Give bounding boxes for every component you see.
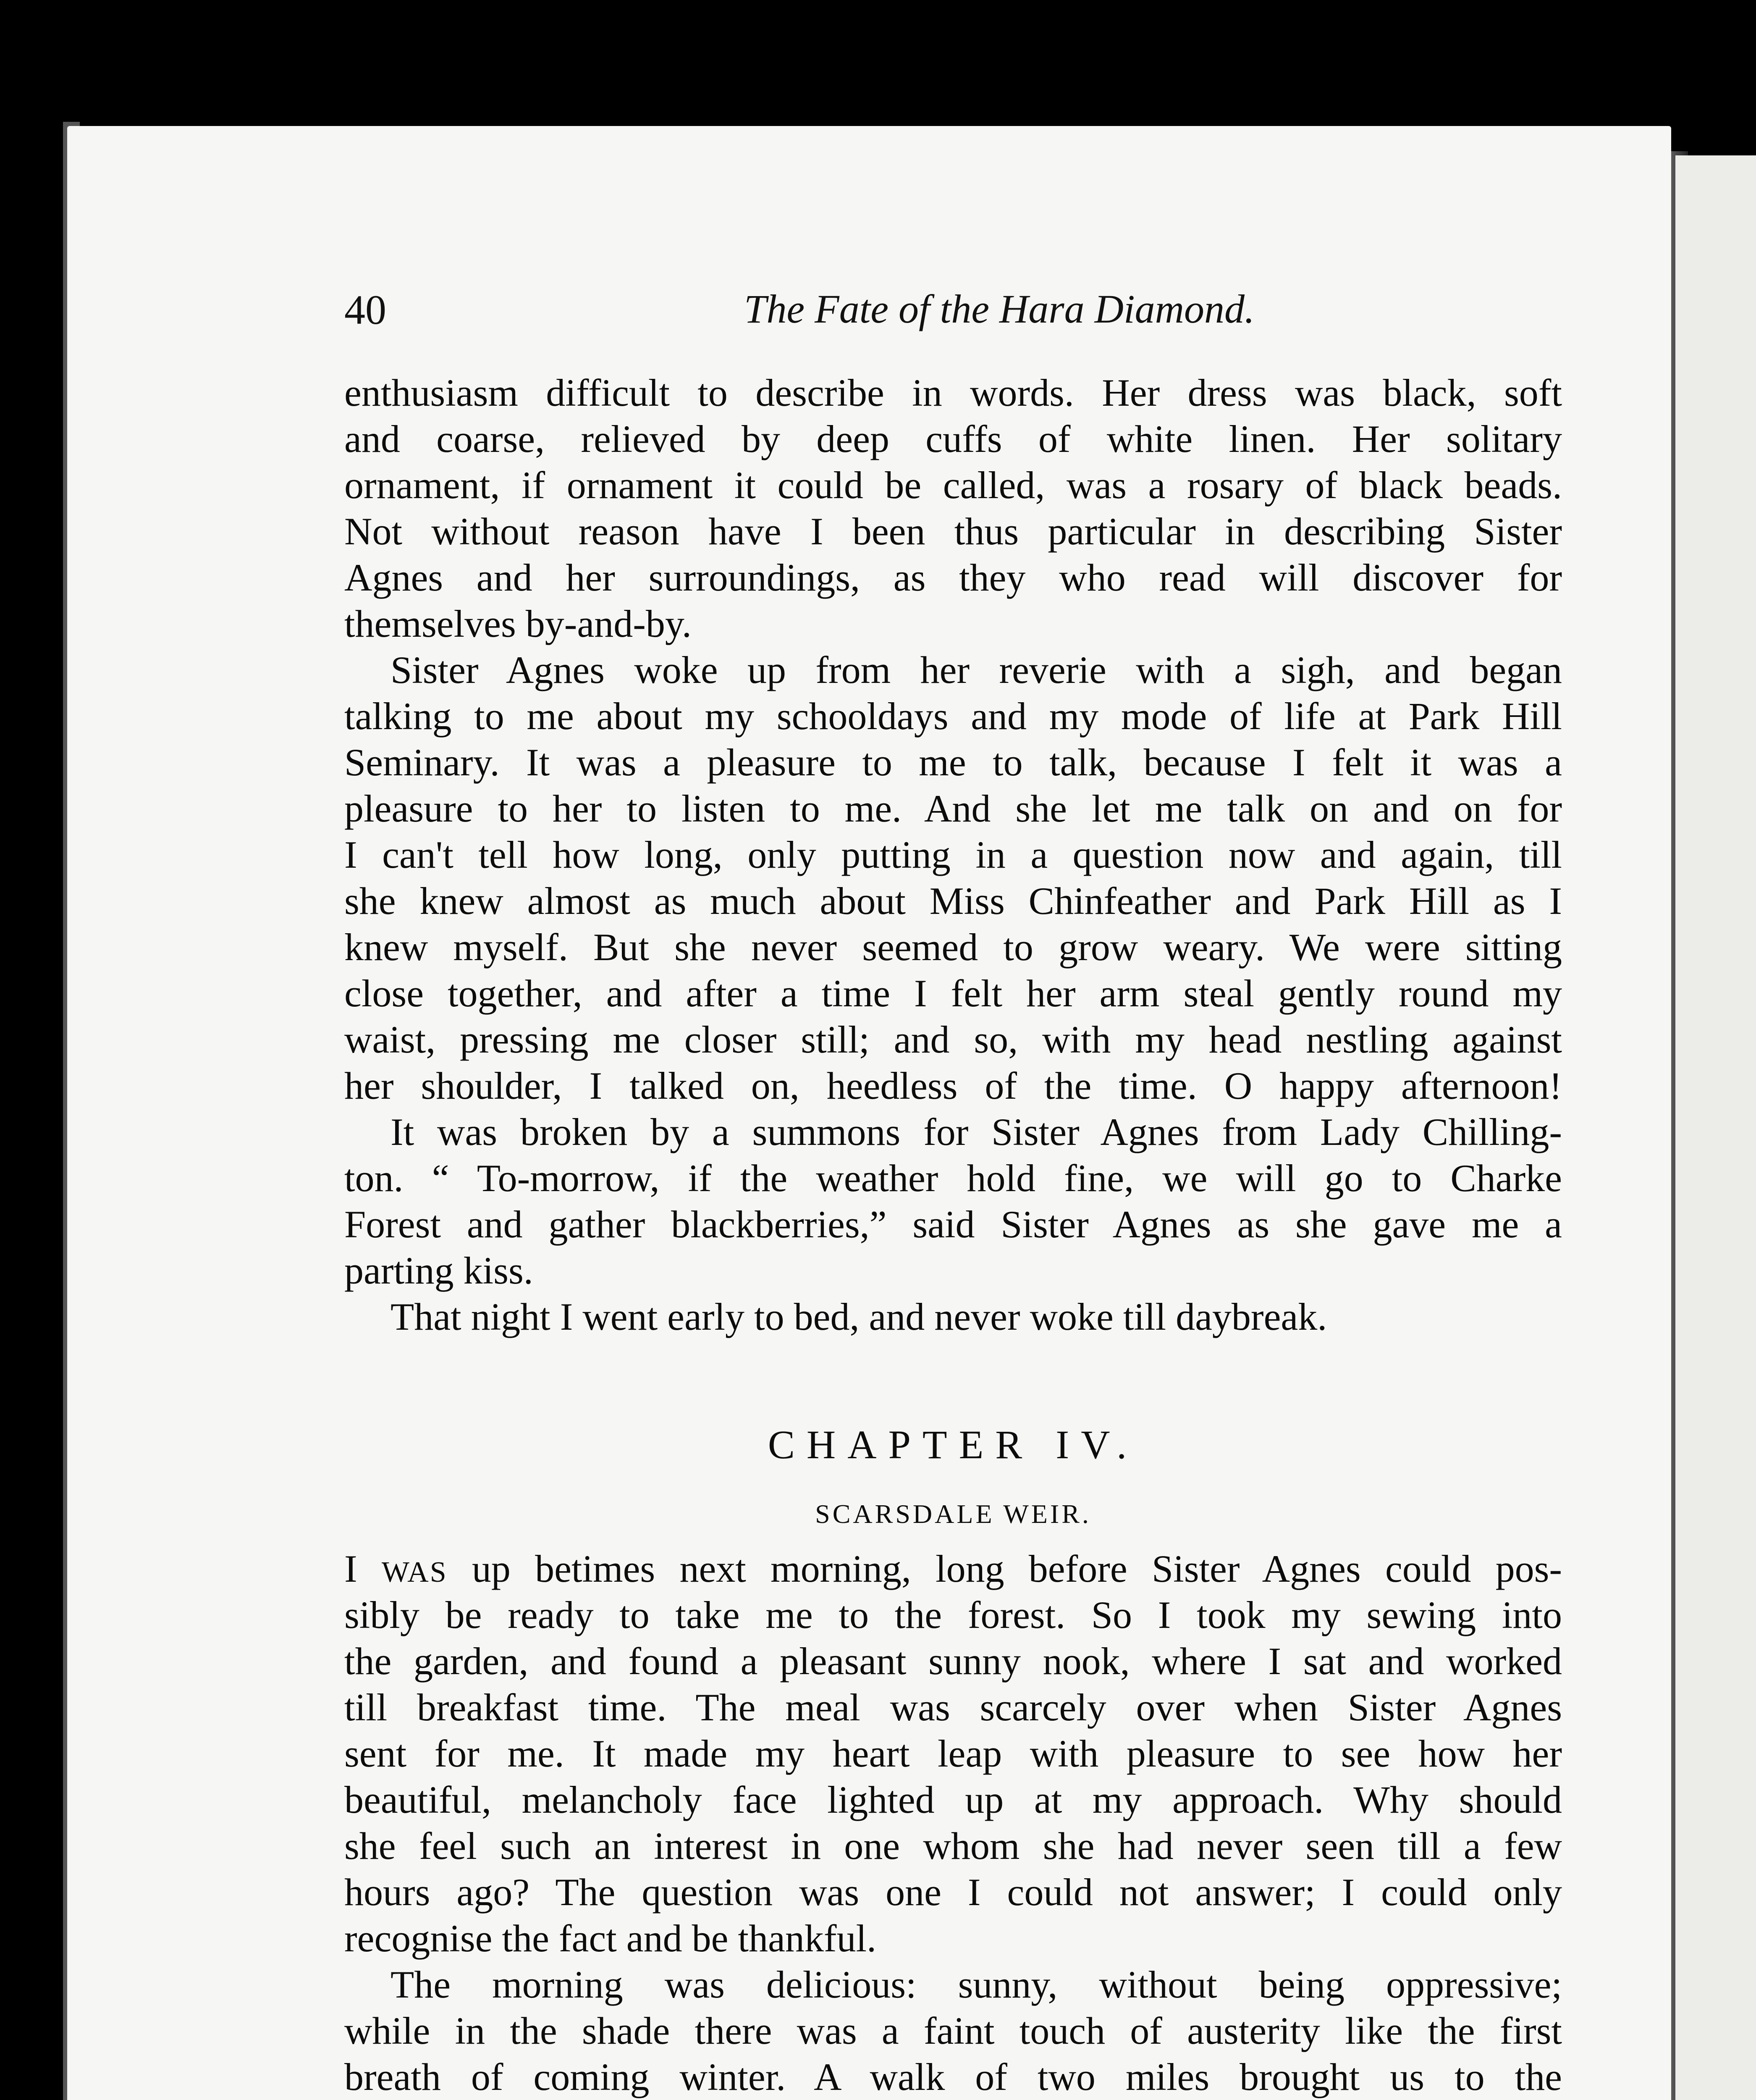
text-line: enthusiasm difficult to describe in words. Her dress was black, soft xyxy=(344,371,1562,414)
chapter-subtitle: SCARSDALE WEIR. xyxy=(815,1499,1091,1529)
text-line: sent for me. It made my heart leap with pleasure to see how her xyxy=(344,1732,1562,1775)
text-line: she feel such an interest in one whom she had never seen till a few xyxy=(344,1824,1562,1867)
paragraph xyxy=(344,647,1562,1109)
opening-word: I xyxy=(344,1547,357,1590)
page-header xyxy=(344,277,1570,344)
text-line: talking to me about my schooldays and my mode of life at Park Hill xyxy=(344,695,1562,738)
text-line: It was broken by a summons for Sister Agnes from Lady Chilling- xyxy=(391,1110,1562,1153)
opening-rest: up betimes next morning, long before Sister Agnes could pos- xyxy=(447,1547,1562,1590)
chapter-heading: CHAPTER IV. xyxy=(768,1422,1139,1467)
text-line: Seminary. It was a pleasure to me to talk, because I felt it was a xyxy=(344,741,1562,784)
text-line: The morning was delicious: sunny, without being oppressive; xyxy=(391,1963,1562,2006)
text-line: Agnes and her surroundings, as they who read will discover for xyxy=(344,556,1562,599)
paragraph xyxy=(344,1109,1562,1294)
opening-smallcaps: WAS xyxy=(381,1556,448,1588)
text-line: waist, pressing me closer still; and so, with my head nestling against xyxy=(344,1018,1562,1061)
text-line: the garden, and found a pleasant sunny nook, where I sat and worked xyxy=(344,1640,1562,1683)
text-line: themselves by-and-by. xyxy=(344,602,692,645)
page-body xyxy=(344,370,1562,2100)
text-line: recognise the fact and be thankful. xyxy=(344,1917,877,1960)
text-line: That night I went early to bed, and never woke till daybreak. xyxy=(391,1295,1327,1338)
text-line: while in the shade there was a faint touch of austerity like the first xyxy=(344,2009,1562,2052)
text-line: close together, and after a time I felt her arm steal gently round my xyxy=(344,972,1562,1015)
text-line: Sister Agnes woke up from her reverie with a sigh, and began xyxy=(391,648,1562,691)
text-line: she knew almost as much about Miss Chinfeather and Park Hill as I xyxy=(344,879,1562,922)
text-line: Forest and gather blackberries,” said Sister Agnes as she gave me a xyxy=(344,1203,1562,1246)
text-line: parting kiss. xyxy=(344,1249,533,1292)
text-line: her shoulder, I talked on, heedless of the time. O happy afternoon! xyxy=(344,1064,1562,1107)
text-line: beautiful, melancholy face lighted up at my approach. Why should xyxy=(344,1778,1562,1821)
text-line: ornament, if ornament it could be called, was a rosary of black beads. xyxy=(344,464,1562,507)
text-line: sibly be ready to take me to the forest. So I took my sewing into xyxy=(344,1593,1562,1636)
text-line: breath of coming winter. A walk of two miles brought us to the xyxy=(344,2055,1562,2098)
text-line: pleasure to her to listen to me. And she let me talk on and on for xyxy=(344,787,1562,830)
chapter-opening-line xyxy=(344,1546,1562,1592)
paragraph xyxy=(344,1546,1562,1961)
text-line: and coarse, relieved by deep cuffs of white linen. Her solitary xyxy=(344,417,1562,460)
text-line: ton. “ To-morrow, if the weather hold fine, we will go to Charke xyxy=(344,1157,1562,1200)
text-line: Not without reason have I been thus particular in describing Sister xyxy=(344,510,1562,553)
paragraph xyxy=(344,370,1562,647)
page-number: 40 xyxy=(344,286,386,333)
text-line: knew myself. But she never seemed to grow weary. We were sitting xyxy=(344,926,1562,969)
next-page-edge xyxy=(1675,155,1756,2100)
paragraph xyxy=(344,1961,1562,2100)
text-line: till breakfast time. The meal was scarcely over when Sister Agnes xyxy=(344,1686,1562,1729)
paragraph xyxy=(344,1294,1562,1340)
running-title: The Fate of the Hara Diamond. xyxy=(744,286,1255,331)
text-line: hours ago? The question was one I could not answer; I could only xyxy=(344,1871,1562,1914)
text-line: I can't tell how long, only putting in a question now and again, till xyxy=(344,833,1562,876)
